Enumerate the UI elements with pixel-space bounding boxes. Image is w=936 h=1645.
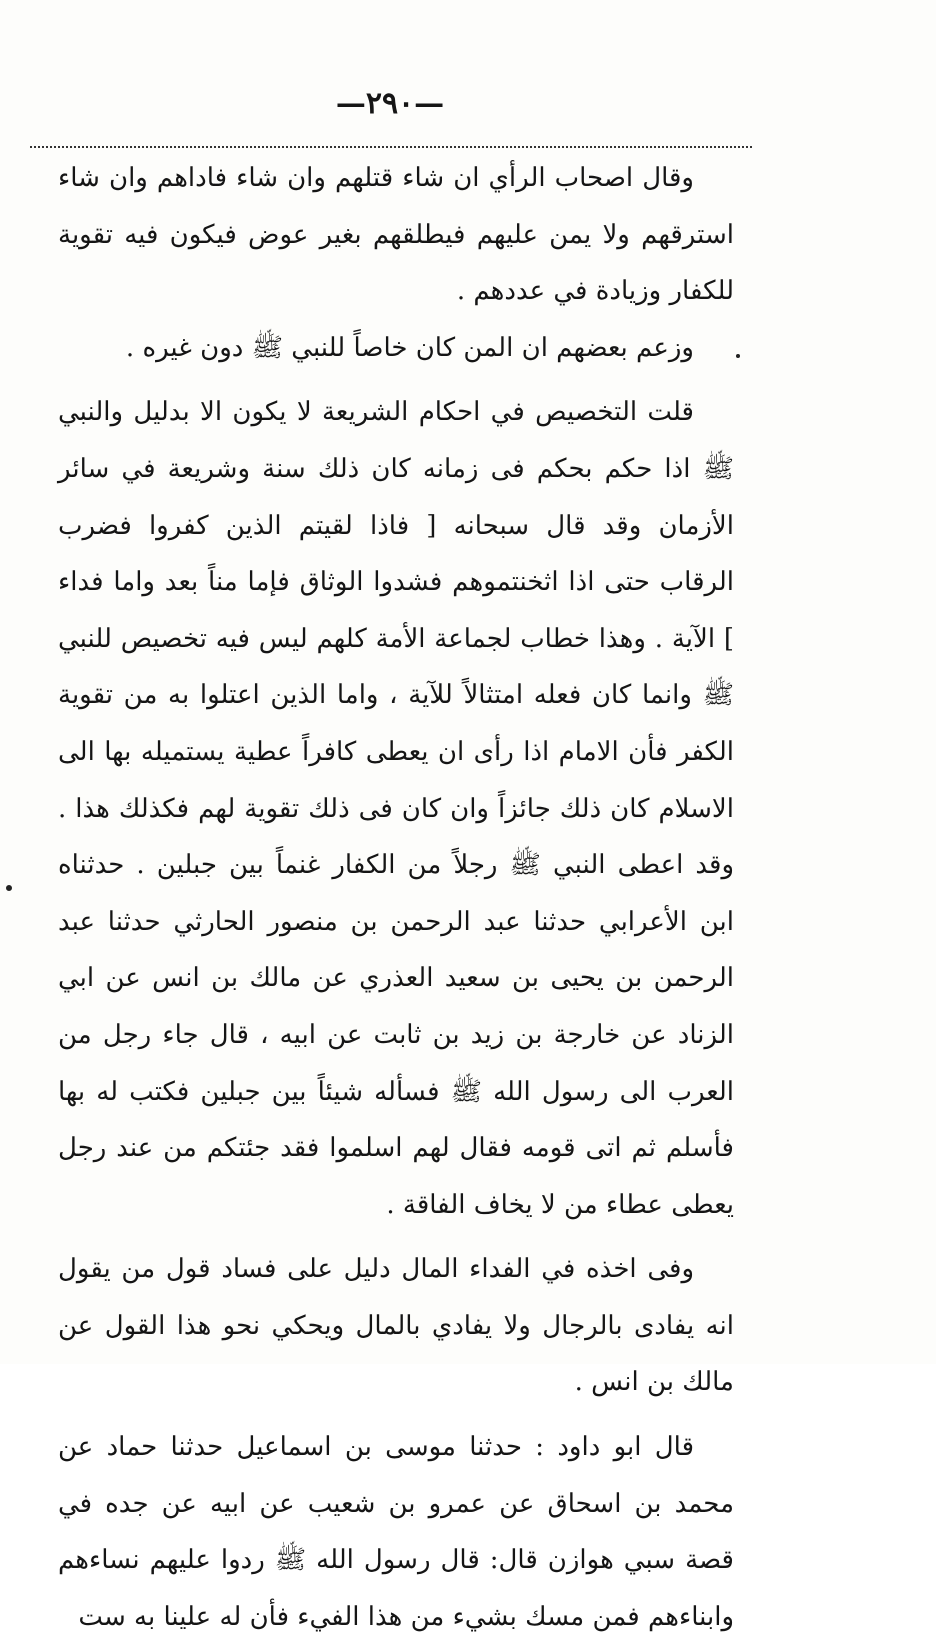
page-number: —٢٩٠— bbox=[335, 86, 445, 121]
paragraph-qala-abu-dawud: قال ابو داود : حدثنا موسى بن اسماعيل حدثنا حماد عن محمد بن اسحاق عن عمرو بن شعيب عن ابيه عن جده في قصة سبي هوازن قال: قال رسول الله ﷺ ردوا عليهم نساءهم وابناءهم فمن مسك بشيء من هذا الفيء فأن له علينا به ست bbox=[58, 1432, 734, 1632]
paragraph-zaama-badhuhum: وزعم بعضهم ان المن كان خاصاً للنبي ﷺ دون غيره . bbox=[125, 332, 694, 363]
page-body bbox=[58, 150, 734, 1645]
paragraph-ashab-al-ray: وقال اصحاب الرأي ان شاء قتلهم وان شاء فاداهم وان شاء استرقهم ولا يمن عليهم فيطلقهم بغير عوض فيكون فيه تقوية للكفار وزيادة في عددهم . bbox=[58, 163, 734, 307]
paragraph-fi-akhdhihi: وفى اخذه في الفداء المال دليل على فساد قول من يقول انه يفادى بالرجال ولا يفادي بالمال ويحكي نحو هذا القول عن مالك بن انس . bbox=[58, 1254, 734, 1398]
margin-mark bbox=[736, 354, 740, 358]
margin-mark bbox=[6, 885, 12, 891]
header-rule bbox=[30, 146, 752, 148]
paragraph-qultu-al-takhsis: قلت التخصيص في احكام الشريعة لا يكون الا بدليل والنبي ﷺ اذا حكم بحكم فى زمانه كان ذلك سنة وشريعة في سائر الأزمان وقد قال سبحانه [ فاذا لقيتم الذين كفروا فضرب الرقاب حتى اذا اثخنتموهم فشدوا الوثاق فإما مناً بعد واما فداء ] الآية . وهذا خطاب لجماعة الأمة كلهم ليس فيه تخصيص للنبي ﷺ وانما كان فعله امتثالاً للآية ، واما الذين اعتلوا به من تقوية الكفر فأن الامام اذا رأى ان يعطى كافراً عطية يستميله بها الى الاسلام كان ذلك جائزاً وان كان فى ذلك تقوية لهم فكذلك هذا . وقد اعطى النبي ﷺ رجلاً من الكفار غنماً بين جبلين . حدثناه ابن الأعرابي حدثنا عبد الرحمن بن منصور الحارثي حدثنا عبد الرحمن بن يحيى بن سعيد العذري عن مالك بن انس عن ابي الزناد عن خارجة بن زيد بن ثابت عن ابيه ، قال جاء رجل من العرب الى رسول الله ﷺ فسأله شيئاً بين جبلين فكتب له بها فأسلم ثم اتى قومه فقال لهم اسلموا فقد جئتكم من عند رجل يعطى عطاء من لا يخاف الفاقة . bbox=[58, 397, 734, 1220]
